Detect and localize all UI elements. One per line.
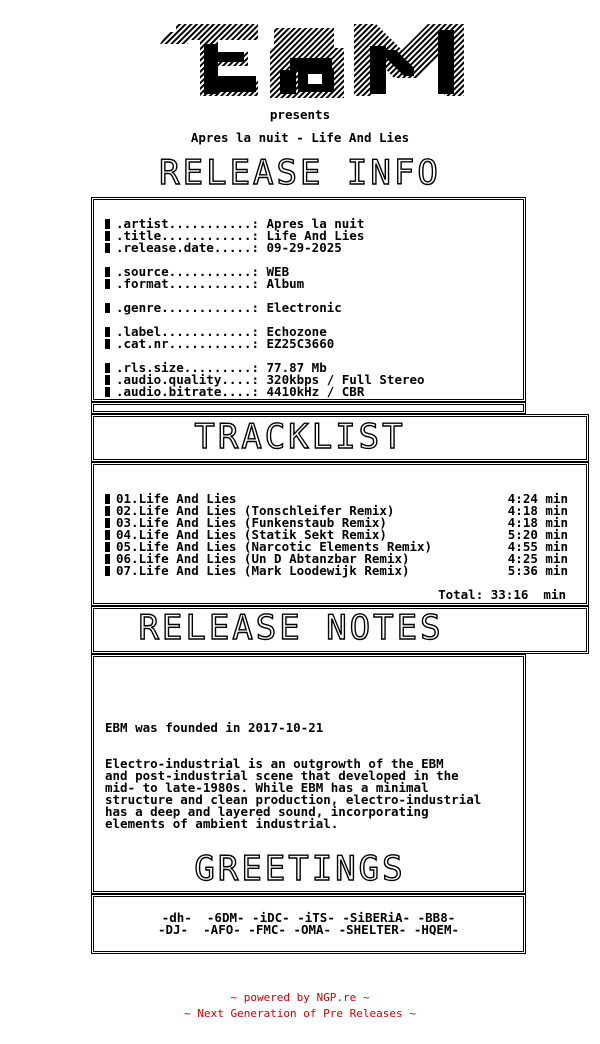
notes-paragraph [105, 758, 481, 830]
release-info-footer-frame [91, 402, 526, 414]
ebm-logo [158, 22, 468, 100]
release-info-key: .format...........: [116, 276, 267, 291]
release-info-value: Apres la nuit [266, 216, 365, 231]
track-duration: 4:55 min [507, 539, 568, 554]
release-info-key: .audio.bitrate....: [116, 384, 267, 399]
logo-letter-e [160, 24, 258, 96]
presents-text: presents [269, 107, 331, 122]
bullet-icon [105, 363, 110, 373]
track-duration: 4:18 min [507, 503, 568, 518]
bullet-icon [105, 518, 110, 528]
tracklist-total: Total: 33:16 min [438, 587, 566, 602]
release-info-key: .label............: [116, 324, 267, 339]
bullet-icon [105, 506, 110, 516]
notes-line: mid- to late-1980s. While EBM has a minimal [105, 780, 429, 795]
bullet-icon [105, 494, 110, 504]
notes-line: elements of ambient industrial. [105, 816, 339, 831]
release-info-key: .audio.quality....: [116, 372, 267, 387]
release-info-row [105, 338, 425, 350]
release-info-key: .genre............: [116, 300, 267, 315]
notes-line: Electro-industrial is an outgrowth of the EBM [105, 756, 444, 771]
track-title: 04.Life And Lies (Statik Sekt Remix) [116, 527, 387, 542]
bullet-icon [105, 219, 110, 229]
track-duration: 4:24 min [507, 491, 568, 506]
tracklist-heading: TRACKLIST [194, 417, 406, 457]
logo-letter-b [270, 28, 344, 98]
release-headline: Apres la nuit - Life And Lies [190, 130, 410, 145]
release-info-key: .artist...........: [116, 216, 267, 231]
bullet-icon [105, 267, 110, 277]
release-info-key: .cat.nr...........: [116, 336, 267, 351]
track-title: 03.Life And Lies (Funkenstaub Remix) [116, 515, 387, 530]
release-info-value: 77.87 Mb [266, 360, 327, 375]
release-info-frame [91, 197, 526, 402]
track-title: 05.Life And Lies (Narcotic Elements Remix) [116, 539, 433, 554]
bullet-icon [105, 303, 110, 313]
track-list [105, 493, 568, 577]
bullet-icon [105, 231, 110, 241]
release-info-list [105, 218, 425, 398]
tracklist-frame [91, 462, 589, 606]
release-info-row [105, 278, 425, 290]
greetings-line-2: -DJ- -AFO- -FMC- -OMA- -SHELTER- -HQEM- [157, 922, 460, 937]
release-info-value: 4410kHz / CBR [266, 384, 365, 399]
release-info-key: .title............: [116, 228, 267, 243]
greetings-line-1: -dh- -6DM- -iDC- -iTS- -SiBERiA- -BB8- [161, 910, 456, 925]
track-duration: 4:25 min [507, 551, 568, 566]
bullet-icon [105, 327, 110, 337]
notes-line: and post-industrial scene that developed in the [105, 768, 459, 783]
bullet-icon [105, 279, 110, 289]
release-info-key: .release.date.....: [116, 240, 267, 255]
track-title: 02.Life And Lies (Tonschleifer Remix) [116, 503, 395, 518]
release-info-row [105, 302, 425, 314]
bullet-icon [105, 339, 110, 349]
footer-powered-by: ~ powered by NGP.re ~ [230, 991, 370, 1004]
release-info-value: 320kbps / Full Stereo [266, 372, 425, 387]
track-duration: 5:36 min [507, 563, 568, 578]
bullet-icon [105, 542, 110, 552]
track-title: 07.Life And Lies (Mark Loodewijk Remix) [116, 563, 410, 578]
notes-line: structure and clean production, electro-industrial [105, 792, 482, 807]
bullet-icon [105, 375, 110, 385]
track-duration: 5:20 min [507, 527, 568, 542]
release-info-value: Life And Lies [266, 228, 365, 243]
release-info-key: .rls.size.........: [116, 360, 267, 375]
bullet-icon [105, 387, 110, 397]
release-info-value: WEB [266, 264, 290, 279]
release-info-value: Album [266, 276, 305, 291]
bullet-icon [105, 243, 110, 253]
release-notes-heading: RELEASE NOTES [138, 608, 444, 648]
release-info-value: EZ25C3660 [266, 336, 335, 351]
release-info-row [105, 242, 425, 254]
release-info-value: 09-29-2025 [266, 240, 342, 255]
bullet-icon [105, 530, 110, 540]
bullet-icon [105, 566, 110, 576]
footer-tagline: ~ Next Generation of Pre Releases ~ [184, 1007, 416, 1020]
greetings-frame [91, 894, 526, 954]
notes-line: has a deep and layered sound, incorporating [105, 804, 429, 819]
release-info-heading: RELEASE INFO [159, 153, 441, 193]
track-title: 06.Life And Lies (Un D Abtanzbar Remix) [116, 551, 410, 566]
track-title: 01.Life And Lies [116, 491, 237, 506]
release-info-value: Electronic [266, 300, 342, 315]
founded-line: EBM was founded in 2017-10-21 [105, 720, 324, 735]
track-row [105, 565, 568, 577]
release-info-key: .source...........: [116, 264, 267, 279]
bullet-icon [105, 554, 110, 564]
track-duration: 4:18 min [507, 515, 568, 530]
logo-letter-m [354, 24, 464, 96]
release-info-value: Echozone [266, 324, 327, 339]
greetings-heading: GREETINGS [194, 849, 406, 889]
release-info-row [105, 386, 425, 398]
